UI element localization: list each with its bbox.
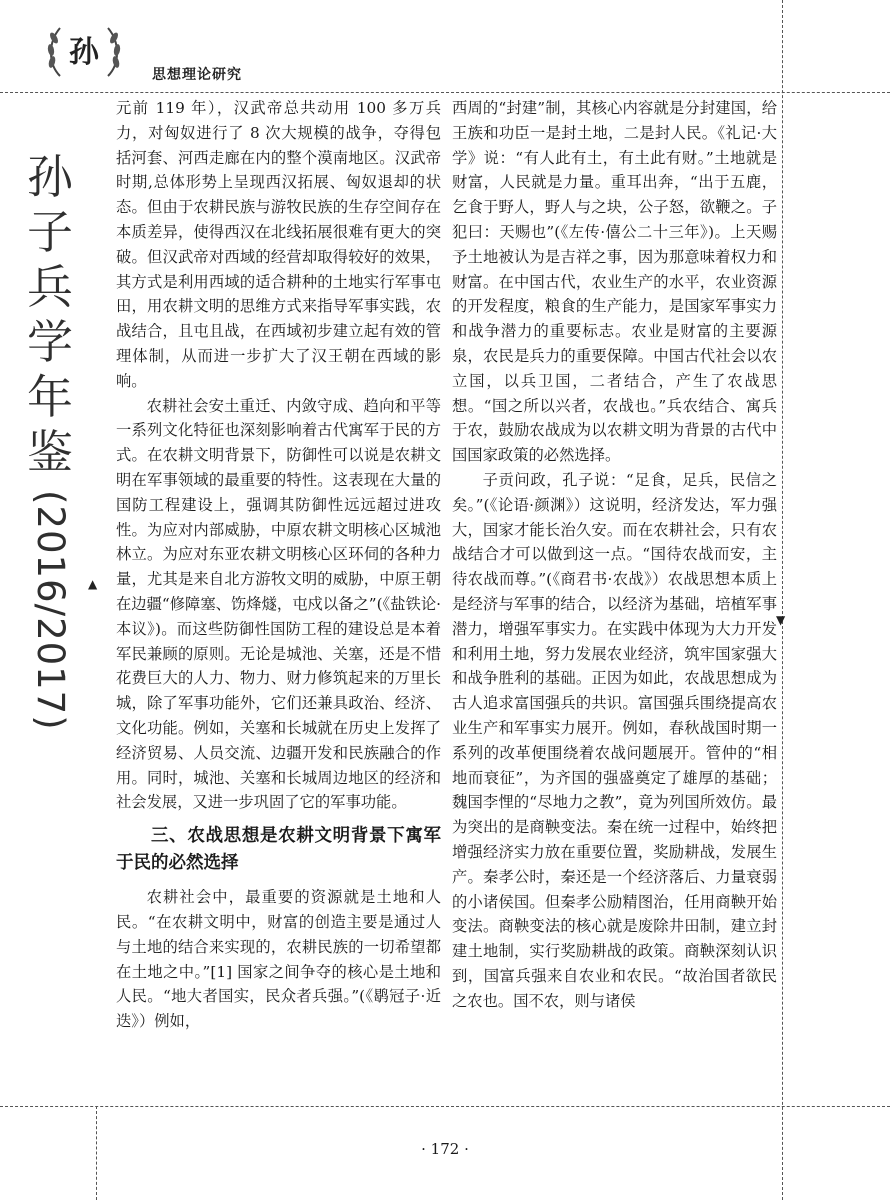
right-margin-rule xyxy=(782,0,783,1200)
footer-rule xyxy=(0,1106,890,1107)
arrow-up-icon: ▲ xyxy=(88,577,98,591)
right-column xyxy=(452,96,777,1013)
book-year: (2016/2017) xyxy=(29,490,72,731)
section-heading: 三、农战思想是农耕文明背景下寓军于民的必然选择 xyxy=(116,826,441,874)
header-rule xyxy=(0,92,890,93)
left-column xyxy=(116,96,441,1034)
laurel-emblem-icon xyxy=(42,18,126,84)
right-paragraph-2: 子贡问政，孔子说：“足食，足兵，民信之矣。”(《论语·颜渊》）这说明，经济发达，军力强大，国家才能长治久安。而在农耕社会，只有农战结合才可以做到这一点。“国待农战而安，主待农战而尊。”(《商君书·农战》）农战思想本质上是经济与军事的结合，以经济为基础，培植军事潜力，增强军事实力。在实践中体现为大力开发和利用土地，努力发展农业经济，筑牢国家强大和战争胜利的基础。正因为如此，农战思想成为古人追求富国强兵的共识。富国强兵围绕提高农业生产和军事实力展开。例如，春秋战国时期一系列的改革便围绕着农战问题展开。管仲的“相地而衰征”，为齐国的强盛奠定了雄厚的基础；魏国李悝的“尽地力之教”，竟为列国所效仿。最为突出的是商鞅变法。秦在统一过程中，始终把增强经济实力放在重要位置，奖励耕战，发展生产。秦孝公时，秦还是一个经济落后、力量衰弱的小诸侯国。但秦孝公励精图治，任用商鞅开始变法。商鞅变法的核心就是废除井田制，建立封建土地制，实行奖励耕战的政策。商鞅深刻认识到，国富兵强来自农业和农民。“故治国者欲民之农也。国不农，则与诸侯 xyxy=(452,470,777,1010)
right-paragraph-1: 西周的“封建”制，其核心内容就是分封建国，给王族和功臣一是封土地，二是封人民。《礼记·大学》说：“有人此有土，有土此有财。”土地就是财富，人民就是力量。重耳出奔，“出于五鹿，乞食于野人，野人与之块，公子怒，欲鞭之。子犯曰：天赐也”(《左传·僖公二十三年》)。上天赐予土地被认为是吉祥之事，因为那意味着权力和财富。在中国古代，农业生产的水平，农业资源的开发程度，粮食的生产能力，是国家军事实力和战争潜力的重要标志。农业是财富的主要源泉，农民是兵力的重要保障。中国古代社会以农立国，以兵卫国，二者结合，产生了农战思想。“国之所以兴者，农战也。”兵农结合、寓兵于农，鼓励农战成为以农耕文明为背景的古代中国国家政策的必然选择。 xyxy=(452,99,777,465)
journal-logo xyxy=(42,18,126,84)
section-label: 思想理论研究 xyxy=(152,67,242,83)
arrow-down-icon: ▼ xyxy=(776,613,786,627)
left-paragraph-1: 元前 119 年），汉武帝总共动用 100 多万兵力，对匈奴进行了 8 次大规模的战争，夺得包括河套、河西走廊在内的整个漠南地区。汉武帝时期,总体形势上呈现西汉拓展、匈奴退却的状态。但由于农耕民族与游牧民族的生存空间存在本质差异，使得西汉在北线拓展很难有更大的突破。但汉武帝对西域的经营却取得较好的效果，其方式是利用西域的适合耕种的土地实行军事屯田，用农耕文明的思维方式来指导军事实践，农战结合，且屯且战，在西域初步建立起有效的管理体制，从而进一步扩大了汉王朝在西域的影响。 xyxy=(116,99,441,390)
book-title: 孙子兵学年鉴 xyxy=(27,150,73,479)
logo-glyph: 孙 xyxy=(69,35,99,70)
left-paragraph-3: 农耕社会中，最重要的资源就是土地和人民。“在农耕文明中，财富的创造主要是通过人与土地的结合来实现的，农耕民族的一切希望都在土地之中。”[1] 国家之间争夺的核心是土地和人民。“地大者国实，民众者兵强。”(《鹖冠子·近迭》）例如， xyxy=(116,888,441,1031)
left-paragraph-2: 农耕社会安土重迁、内敛守成、趋向和平等一系列文化特征也深刻影响着古代寓军于民的方式。在农耕文明背景下，防御性可以说是农耕文明在军事领域的最重要的特性。这表现在大量的国防工程建设上，强调其防御性远远超过进攻性。为应对内部威胁，中原农耕文明核心区城池林立。为应对东亚农耕文明核心区环伺的各种力量，尤其是来自北方游牧文明的威胁，中原王朝在边疆“修障塞、饬烽燧，屯戍以备之”(《盐铁论·本议》)。而这些防御性国防工程的建设总是本着军民兼顾的原则。无论是城池、关塞，还是不惜花费巨大的人力、物力、财力修筑起来的万里长城，除了军事功能外，它们还兼具政治、经济、文化功能。例如，关塞和长城就在历史上发挥了经济贸易、人员交流、边疆开发和民族融合的作用。同时，城池、关塞和长城周边地区的经济和社会发展，又进一步巩固了它的军事功能。 xyxy=(116,396,441,812)
page-number: · 172 · xyxy=(421,1140,469,1158)
